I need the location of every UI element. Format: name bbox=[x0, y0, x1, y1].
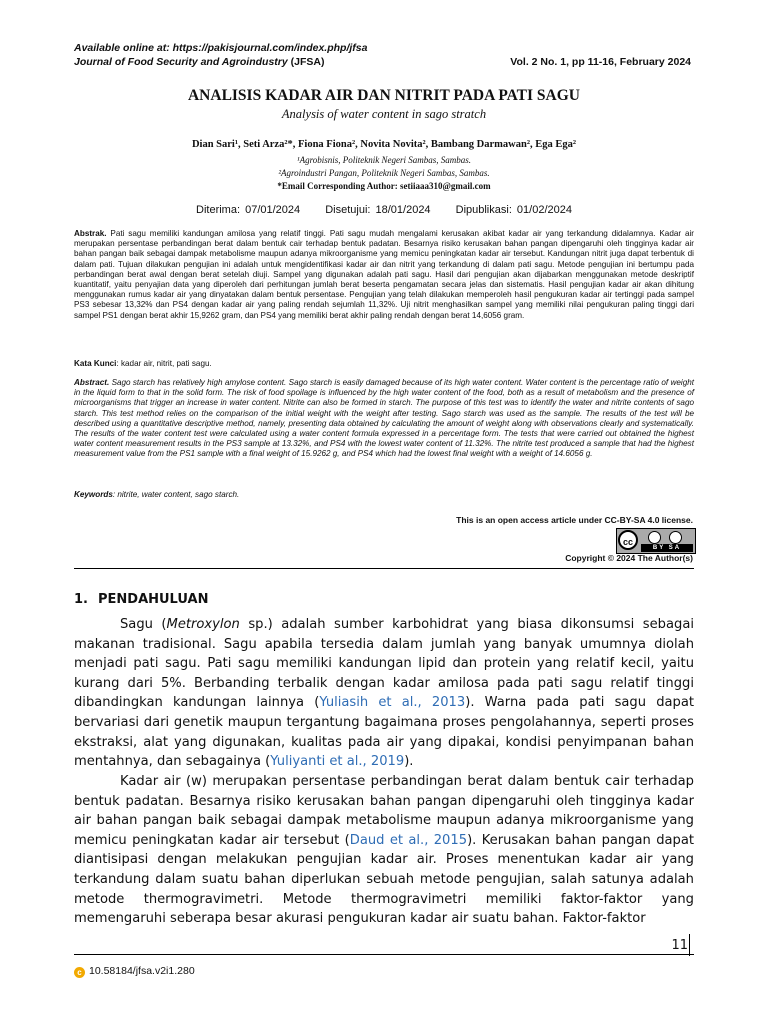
para1-text-c: ). Warna pada pati sagu dapat bervariasi dari genetik maupun tergantung bagaimana proses pengolahannya, seperti proses ekstraksi, alat yang digunakan, kualitas pada air yang dipakai, kondisi penyimpanan bahan mentahnya, dan sebagainya ( bbox=[74, 695, 694, 770]
abstrak-label: Abstrak. bbox=[74, 229, 107, 238]
citation-link[interactable]: Yuliasih et al., 2013 bbox=[319, 695, 466, 711]
affiliation-1: ¹Agrobisnis, Politeknik Negeri Sambas, Sambas. bbox=[296, 155, 472, 165]
by-person-icon bbox=[648, 531, 661, 544]
kata-kunci-text: : kadar air, nitrit, pati sagu. bbox=[116, 359, 212, 368]
accepted-date: Disetujui: 18/01/2024 bbox=[325, 204, 431, 216]
citation-link[interactable]: Daud et al., 2015 bbox=[349, 832, 468, 848]
license-statement: This is an open access article under CC-BY-SA 4.0 license. bbox=[456, 515, 693, 525]
affiliation-2: ²Agroindustri Pangan, Politeknik Negeri Sambas, Sambas. bbox=[278, 168, 490, 178]
keywords-label: Keywords bbox=[74, 490, 113, 499]
section-number: 1. bbox=[74, 592, 88, 607]
published-date: Dipublikasi: 01/02/2024 bbox=[455, 204, 572, 216]
doi-text[interactable]: 10.58184/jfsa.v2i1.280 bbox=[89, 965, 195, 977]
citation-link[interactable]: Yuliyanti et al., 2019 bbox=[270, 754, 405, 770]
footer-divider bbox=[74, 954, 694, 955]
journal-name: Journal of Food Security and Agroindustry bbox=[74, 56, 288, 68]
journal-abbr: (JFSA) bbox=[290, 56, 325, 68]
page-number-bar bbox=[689, 934, 690, 956]
paragraph-1 bbox=[74, 615, 694, 772]
keywords-indonesian bbox=[74, 359, 694, 369]
article-dates bbox=[0, 204, 768, 216]
keywords-text: : nitrite, water content, sago starch. bbox=[112, 490, 240, 499]
paper-subtitle: Analysis of water content in sago stratch bbox=[281, 107, 487, 121]
copyright-notice: Copyright © 2024 The Author(s) bbox=[565, 553, 693, 563]
section-heading bbox=[74, 592, 208, 607]
abstract-english bbox=[74, 378, 694, 460]
cc-by-sa-badge[interactable] bbox=[616, 528, 696, 554]
abstract-indonesian bbox=[74, 229, 694, 321]
paragraph-2 bbox=[74, 772, 694, 929]
paper-title: ANALISIS KADAR AIR DAN NITRIT PADA PATI SAGU bbox=[187, 87, 580, 104]
cc-badge-strip: BY SA bbox=[641, 544, 693, 552]
corresponding-email[interactable]: *Email Corresponding Author: setiiaaa310@gmail.com bbox=[277, 181, 491, 191]
crossref-icon: c bbox=[74, 967, 85, 978]
para1-text-b: sp.) adalah sumber karbohidrat yang biasa dikonsumsi sebagai makanan tradisional. Sagu apabila tersedia dalam jumlah yang banyak umumnya diolah menjadi pati sagu. Pati sagu memiliki kandungan lipid dan protein yang relatif kecil, yaitu kurang dari 5%. Berbanding terbalik dengan kadar amilosa pada pati sagu relatif tinggi dibandingkan kandungan lainnya ( bbox=[74, 617, 694, 711]
section-title: PENDAHULUAN bbox=[97, 592, 209, 607]
abstrak-text: Pati sagu memiliki kandungan amilosa yang relatif tinggi. Pati sagu mudah mengalami kerusakan akibat kadar air yang terkandung didalamnya. Kadar air merupakan persentase perbandingan berat dalam bentuk cair terhadap bentuk padatan. Besarnya risiko kerusakan bahan pangan dipengaruhi oleh tingginya kadar air bahan pangan baik sebagai dampak metabolisme maupun adanya mikroorganisme yang memicu peningkatan kadar air tersebut. Kandungan nitrit juga dapat terbentuk di dalam pati. Tujuan dilakukan pengujian ini adalah untuk mengidentifikasi kadar air dan nitrit yang terkandung di dalam pati sagu. Metode pengujian ini bertumpu pada perbandingan berat awal dengan berat setelah diuji. Sampel yang digunakan adalah pati sagu. Hasil dari pengujian akan dijabarkan menggunakan metode deskriptif kuantitatif, yaitu penyajian data yang diperoleh dari perhitungan jumlah berat beserta pengamatan secara jelas dan sistematis. Hasil pengujian kadar air akan dihitung menggunakan rumus kadar air yang dinyatakan dalam bentuk persentase. Pengujian yang telah dilakukan memperoleh hasil pengukuran kadar air tertinggi pada sampel PS3 sebesar 13,32% dan PS4 dengan kadar air yang paling rendah sejumlah 11,32%. Uji nitrit menghasilkan sampel yang memiliki nilai pengukuran paling tinggi dari sampel PS1 dengan berat akhir 15,9262 gram, dan PS4 yang memiliki berat akhir paling rendah dengan berat 14,6056 gram. bbox=[74, 229, 694, 320]
journal-url-line[interactable]: Available online at: https://pakisjournal.com/index.php/jfsa bbox=[74, 42, 368, 54]
para2-text-b: ). Kerusakan bahan pangan dapat diantisipasi dengan melakukan pengujian kadar air. Proses menentukan kadar air yang terkandung dalam suatu bahan diperlukan sebuah metode pengujian, salah satunya adalah metode thermogravimetri. Metode thermogravimetri memiliki faktor-faktor yang memengaruhi seberapa besar akurasi pengukuran kadar air suatu bahan. Faktor-faktor bbox=[74, 832, 695, 927]
author-list: Dian Sari¹, Seti Arza²*, Fiona Fiona², Novita Novita², Bambang Darmawan², Ega Ega² bbox=[191, 139, 577, 150]
section-divider bbox=[74, 568, 694, 569]
volume-info: Vol. 2 No. 1, pp 11-16, February 2024 bbox=[510, 56, 691, 68]
page-number: 11 bbox=[671, 938, 688, 953]
keywords-english bbox=[74, 490, 694, 500]
abstract-label: Abstract. bbox=[74, 378, 110, 387]
journal-name-line bbox=[74, 56, 324, 68]
genus-name: Metroxylon bbox=[166, 617, 240, 632]
para1-text-d: ). bbox=[404, 754, 414, 770]
kata-kunci-label: Kata Kunci bbox=[74, 359, 117, 368]
received-date: Diterima: 07/01/2024 bbox=[196, 204, 301, 216]
share-alike-icon bbox=[669, 531, 682, 544]
doi-line[interactable] bbox=[74, 965, 195, 978]
para1-text-a: Sagu ( bbox=[120, 617, 167, 632]
para2-text-a: Kadar air (w) merupakan persentase perbandingan berat dalam bentuk cair terhadap bentuk padatan. Besarnya risiko kerusakan bahan pangan dipengaruhi oleh tingginya kadar air bahan pangan baik sebagai dampak metabolisme maupun adanya mikroorganisme yang memicu peningkatan kadar air tersebut ( bbox=[74, 774, 694, 848]
cc-icon: cc bbox=[618, 530, 638, 550]
abstract-text: Sago starch has relatively high amylose content. Sago starch is easily damaged because of its high water content. Water content is the percentage ratio of weight in the liquid form to that in the solid form. The risk of food spoilage is influenced by the high water content of the food, both as a result of metabolism and the presence of microorganisms that trigger an increase in water content. Nitrite can also be formed in starch. The purpose of this test was to identify the water and nitrite contents of sago starch. This test method relies on the comparison of the initial weight with the weight after testing. Sago starch was used as the sample. The results of the test will be described using a quantitative descriptive method, namely, presenting data obtained by calculating the amount of weight along with observations clearly and systematically. The results of the water content test were calculated using a water content formula expressed in a percentage form. The tests that were carried out obtained the highest water content measurement results in the PS3 sample at 13.32%, and PS4 with the lowest water content of 11.32%. The nitrite test produced a sample that had the highest measurement value from the PS1 sample with a final weight of 15.9262 g, and PS4 which had the lowest final weight with a weight of 14.6056 g. bbox=[74, 378, 694, 459]
